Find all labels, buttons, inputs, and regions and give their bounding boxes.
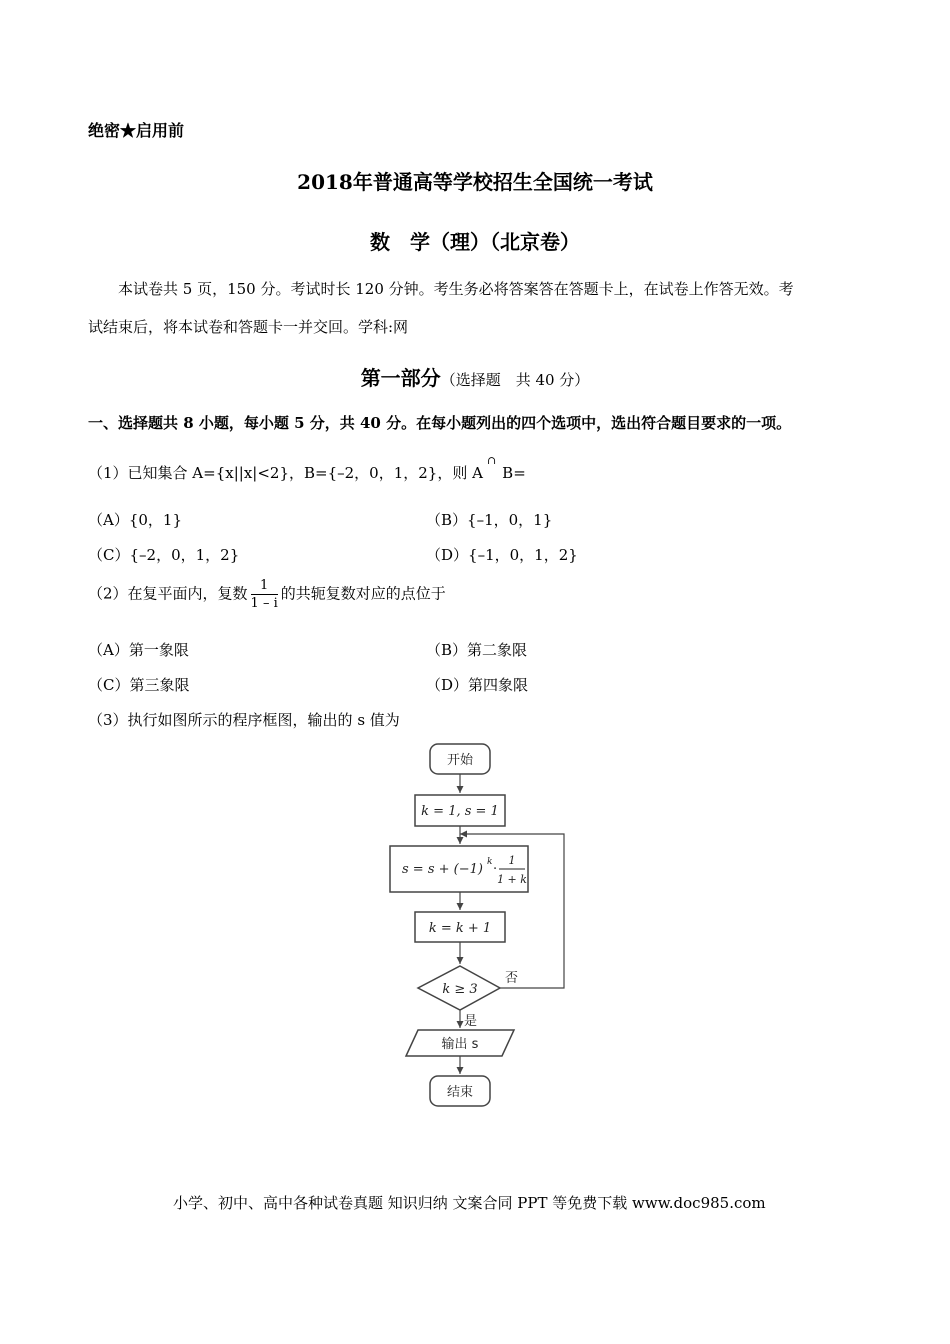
update-exponent: k	[487, 857, 493, 867]
question-2-text-a: （2）在复平面内，复数	[88, 584, 248, 603]
fraction-numerator: 1	[251, 578, 278, 595]
output-label: 输出 s	[441, 1037, 479, 1052]
exam-subtitle: 数 学（理）（北京卷）	[370, 230, 580, 254]
section-one-heading: 一、选择题共 8 小题，每小题 5 分，共 40 分。在每小题列出的四个选项中，选出符合题目要求的一项。	[88, 414, 792, 432]
fraction-denominator: 1 – i	[250, 596, 278, 611]
q2-option-c: （C）第三象限	[88, 676, 190, 694]
question-2-fraction	[251, 578, 278, 611]
footer-text: 小学、初中、高中各种试卷真题 知识归纳 文案合同 PPT 等免费下载 www.doc985.com	[173, 1194, 766, 1212]
intro-line-1: 本试卷共 5 页，150 分。考试时长 120 分钟。考生务必将答案答在答题卡上，在试卷上作答无效。考	[118, 280, 794, 298]
end-label: 结束	[446, 1085, 474, 1100]
question-2-stem	[88, 578, 446, 611]
question-2-text-b: 的共轭复数对应的点位于	[280, 584, 446, 603]
yes-label: 是	[464, 1014, 478, 1029]
q2-option-d: （D）第四象限	[426, 676, 529, 694]
q1-option-c: （C）{–2，0，1，2}	[88, 546, 240, 564]
condition-label: k ≥ 3	[442, 982, 478, 997]
question-1-text-a: （1）已知集合 A={x||x|<2}，B={–2，0，1，2}，则 A	[88, 464, 483, 482]
update-label: s = s + (−1)	[402, 862, 483, 877]
part-one-heading	[0, 362, 950, 391]
exam-title: 2018年普通高等学校招生全国统一考试	[297, 170, 653, 194]
question-1-stem	[88, 454, 526, 483]
q2-option-a: （A）第一象限	[88, 641, 189, 659]
init-label: k = 1, s = 1	[421, 804, 499, 819]
program-flowchart	[378, 740, 578, 1115]
q1-option-a: （A）{0，1}	[88, 511, 183, 529]
intersection-symbol: ∩	[486, 454, 497, 467]
increment-label: k = k + 1	[428, 921, 492, 936]
update-fraction-denominator: 1 + k	[497, 873, 527, 886]
start-label: 开始	[446, 753, 474, 768]
confidential-label: 绝密★启用前	[88, 121, 185, 140]
part-one-title: 第一部分	[360, 366, 441, 390]
update-dot: ·	[493, 862, 498, 877]
intro-line-2: 试结束后，将本试卷和答题卡一并交回。学科:网	[88, 318, 409, 336]
part-one-note: （选择题 共 40 分）	[440, 371, 590, 389]
q2-option-b: （B）第二象限	[426, 641, 528, 659]
no-label: 否	[505, 971, 519, 986]
update-fraction-numerator: 1	[508, 854, 516, 867]
q1-option-b: （B）{–1，0，1}	[426, 511, 553, 529]
question-1-text-b: B=	[502, 464, 526, 482]
question-3-stem: （3）执行如图所示的程序框图，输出的 s 值为	[88, 711, 400, 729]
q1-option-d: （D）{–1，0，1，2}	[426, 546, 578, 564]
